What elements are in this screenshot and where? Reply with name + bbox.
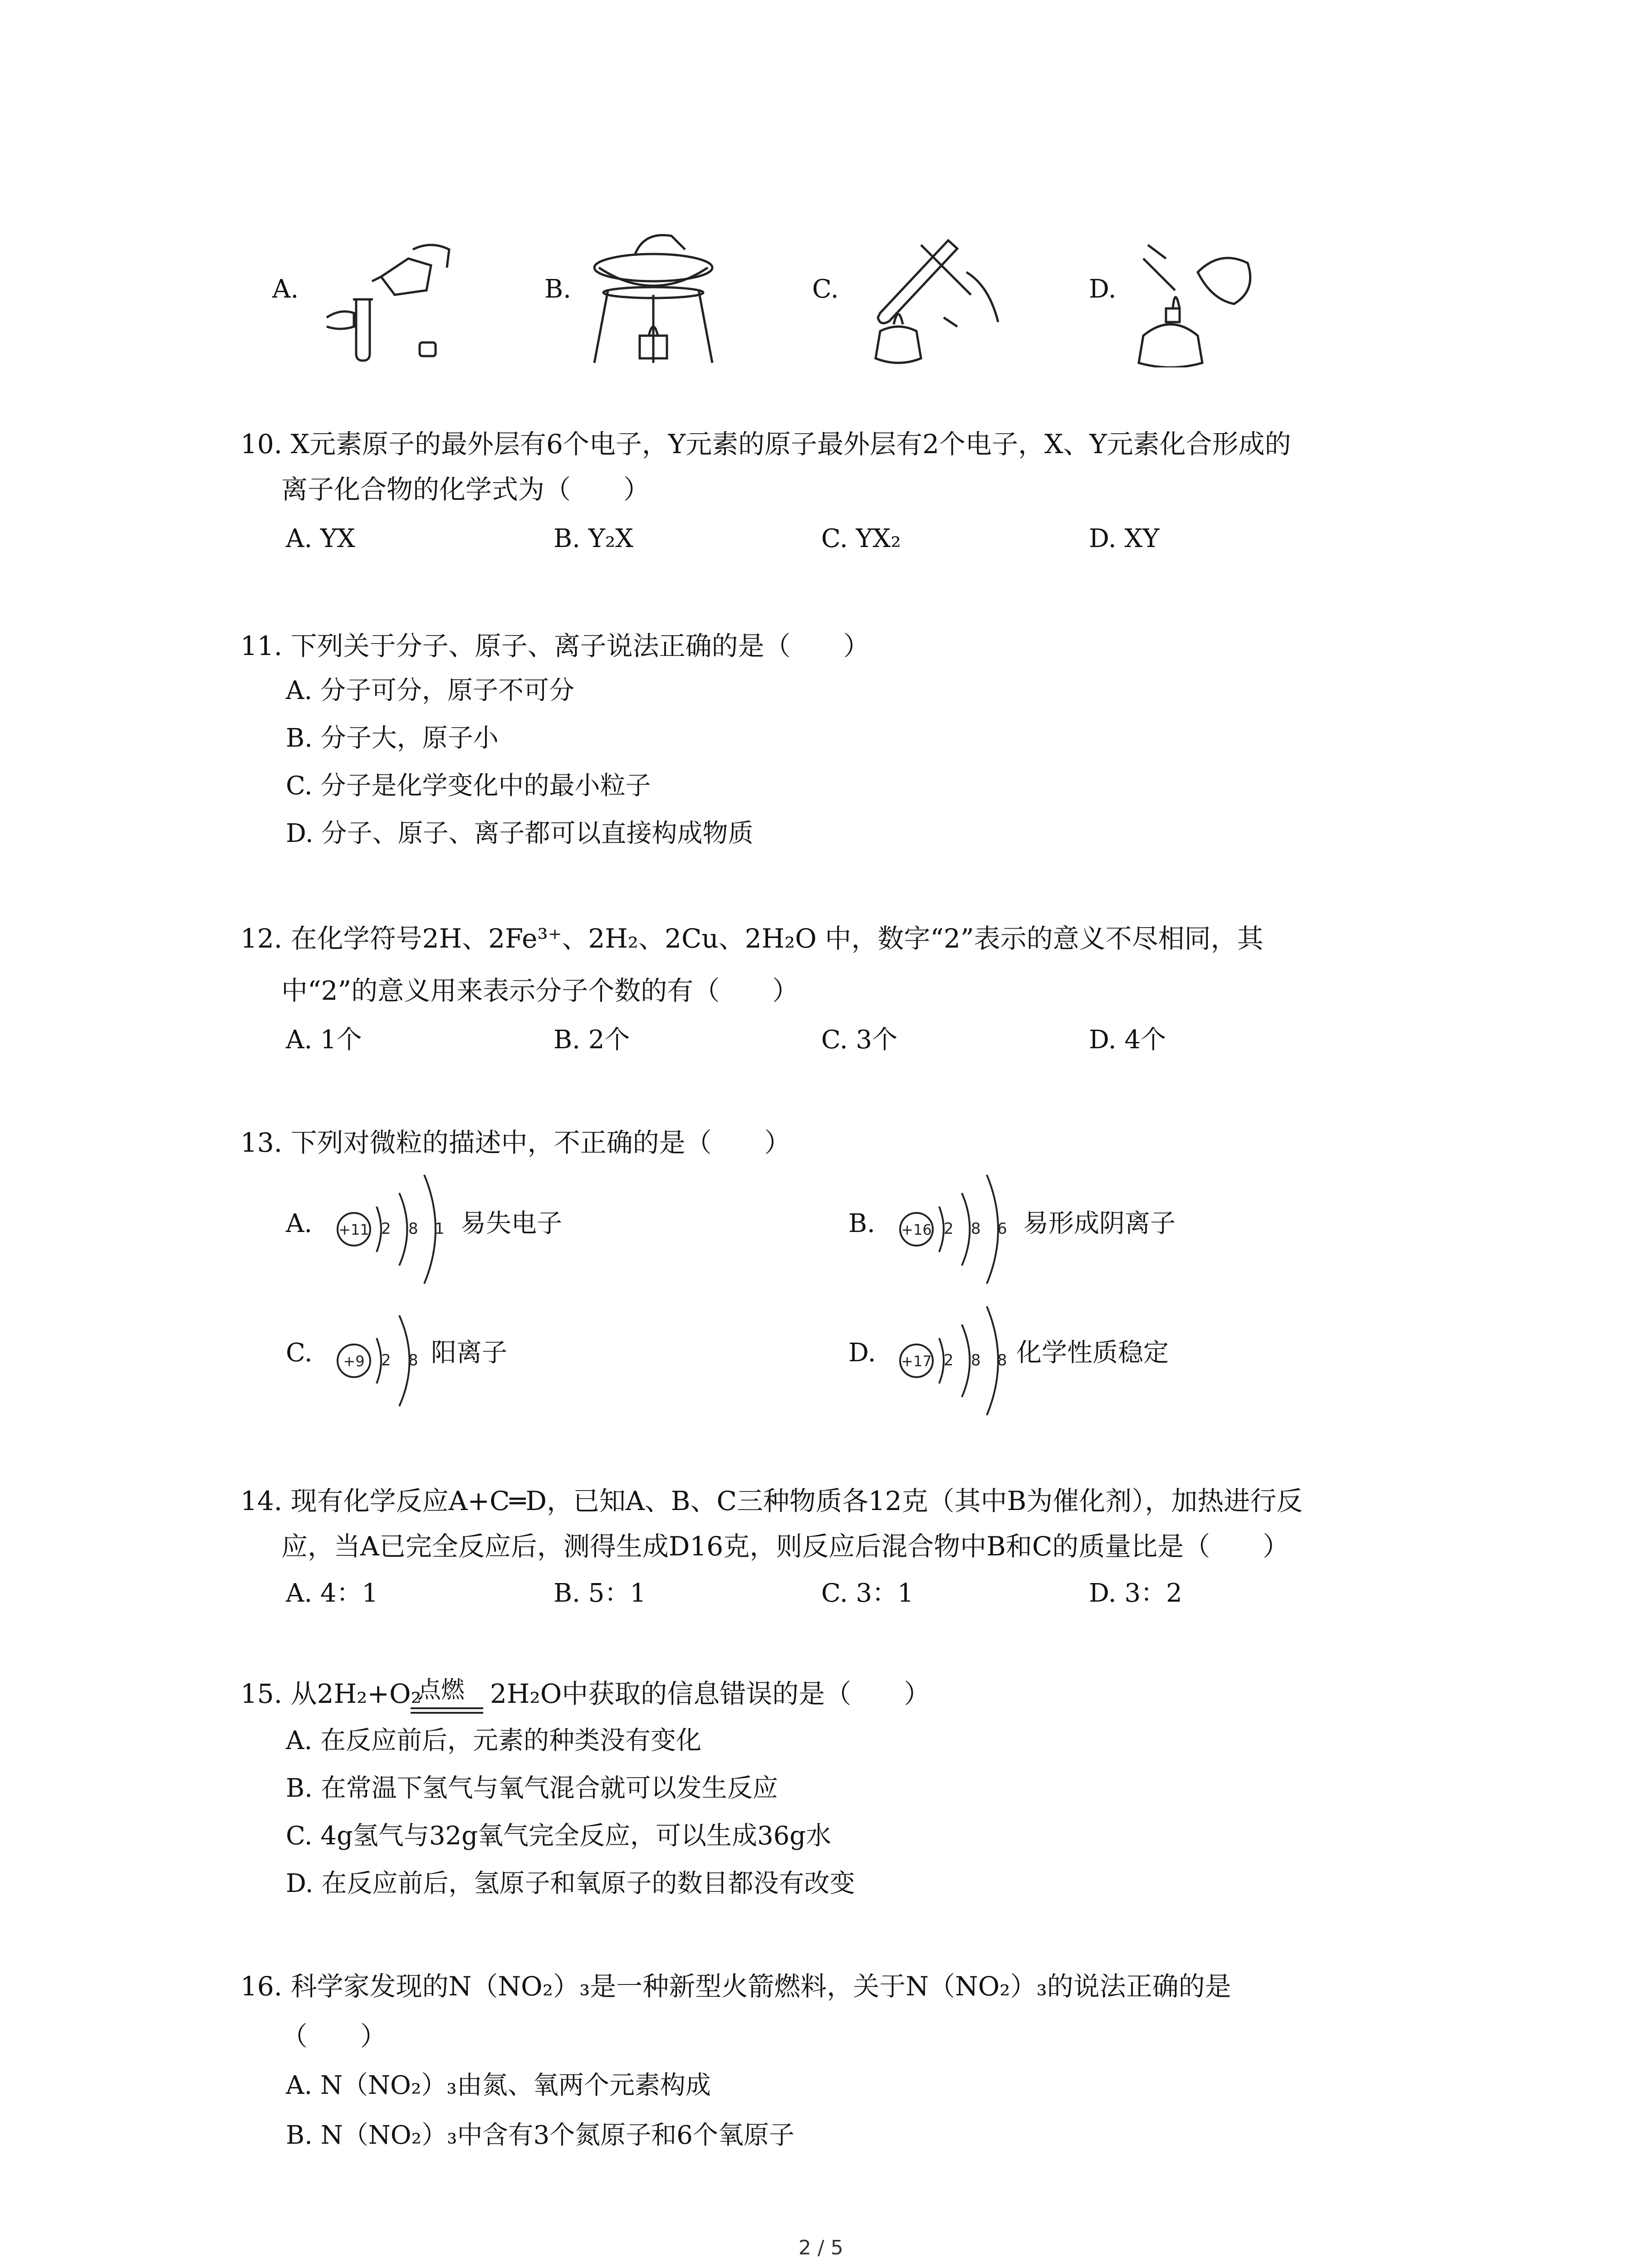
q13-option-a-desc: 易失电子: [460, 1209, 562, 1238]
q11-option-c: C. 分子是化学变化中的最小粒子: [286, 771, 651, 801]
q9-option-a-label: A.: [272, 274, 299, 304]
q11-option-d: D. 分子、原子、离子都可以直接构成物质: [286, 819, 754, 848]
q16-option-b: B. N（NO₂）₃中含有3个氮原子和6个氧原子: [286, 2121, 794, 2150]
atom-b-nucleus: +16: [901, 1221, 932, 1238]
q16-stem-line2: （ ）: [281, 2021, 387, 2052]
page-number: 2 / 5: [798, 2236, 843, 2259]
atom-d-shell-2: 8: [971, 1351, 981, 1369]
q16-option-a: A. N（NO₂）₃由氮、氧两个元素构成: [286, 2071, 711, 2100]
q9-option-c-label: C.: [812, 274, 839, 304]
atom-a-shell-2: 8: [408, 1220, 418, 1238]
q13-option-a-label: A.: [286, 1209, 313, 1238]
q11-option-b: B. 分子大，原子小: [286, 723, 499, 753]
q16-stem-line1: 16. 科学家发现的N（NO₂）₃是一种新型火箭燃料，关于N（NO₂）₃的说法正确的是: [240, 1971, 1231, 2002]
atom-b-shell-1: 2: [944, 1220, 954, 1238]
atom-a-nucleus: +11: [338, 1221, 369, 1238]
q14-option-d: D. 3：2: [1089, 1579, 1182, 1608]
atom-c-shell-2: 8: [408, 1351, 418, 1369]
atom-structure-diagram-c: [331, 1297, 436, 1424]
atom-structure-diagram-b: [894, 1166, 1025, 1293]
q10-option-c: C. YX₂: [821, 524, 901, 553]
evaporating-dish-icon: [581, 218, 726, 372]
q14-stem-line1: 14. 现有化学反应A+C═D，已知A、B、C三种物质各12克（其中B为催化剂），加热进行反: [240, 1486, 1303, 1516]
q14-option-a: A. 4：1: [286, 1579, 378, 1608]
q13-option-d-label: D.: [848, 1338, 876, 1368]
q15-option-a: A. 在反应前后，元素的种类没有变化: [286, 1726, 702, 1755]
q15-equals-line-top: [411, 1707, 483, 1709]
q10-option-d: D. XY: [1089, 524, 1160, 553]
q12-option-d: D. 4个: [1089, 1025, 1166, 1055]
q13-option-c-desc: 阳离子: [431, 1338, 507, 1368]
q15-option-d: D. 在反应前后，氢原子和氧原子的数目都没有改变: [286, 1869, 855, 1898]
q15-reaction-condition: [411, 1674, 483, 1719]
q11-stem: 11. 下列关于分子、原子、离子说法正确的是（ ）: [240, 631, 870, 661]
atom-b-shell-3: 6: [997, 1220, 1007, 1238]
q12-stem-line1: 12. 在化学符号2H、2Fe³⁺、2H₂、2Cu、2H₂O 中，数字“2”表示的意义不尽相同，其: [240, 923, 1264, 954]
q15-equals-line-bottom: [411, 1712, 483, 1714]
atom-d-shell-3: 8: [997, 1351, 1007, 1369]
atom-b-shell-2: 8: [971, 1220, 981, 1238]
q15-stem-suffix: 2H₂O中获取的信息错误的是（ ）: [490, 1678, 931, 1709]
q14-stem-line2: 应，当A已完全反应后，测得生成D16克，则反应后混合物中B和C的质量比是（ ）: [281, 1531, 1289, 1562]
q15-condition-text: 点燃: [417, 1677, 465, 1704]
q15-stem-prefix: 15. 从2H₂+O₂: [240, 1678, 421, 1709]
q13-option-b-desc: 易形成阴离子: [1023, 1209, 1176, 1238]
q10-stem-line1: 10. X元素原子的最外层有6个电子，Y元素的原子最外层有2个电子，X、Y元素化合形成的: [240, 429, 1291, 459]
atom-c-nucleus: +9: [343, 1353, 365, 1370]
q14-option-c: C. 3：1: [821, 1579, 914, 1608]
q13-option-c-label: C.: [286, 1338, 313, 1368]
q10-stem-line2: 离子化合物的化学式为（ ）: [281, 474, 650, 505]
atom-d-nucleus: +17: [901, 1353, 932, 1370]
q10-option-b: B. Y₂X: [554, 524, 634, 553]
q13-option-d-desc: 化学性质稳定: [1016, 1338, 1169, 1368]
atom-structure-diagram-d: [894, 1297, 1025, 1424]
q10-option-a: A. YX: [286, 524, 355, 553]
q15-option-b: B. 在常温下氢气与氧气混合就可以发生反应: [286, 1774, 778, 1803]
atom-a-shell-1: 2: [381, 1220, 391, 1238]
q11-option-a: A. 分子可分，原子不可分: [286, 676, 575, 705]
q14-option-b: B. 5：1: [554, 1579, 647, 1608]
q12-stem-line2: 中“2”的意义用来表示分子个数的有（ ）: [281, 975, 799, 1006]
atom-structure-diagram-a: [331, 1166, 463, 1293]
q12-option-b: B. 2个: [554, 1025, 630, 1055]
q12-option-a: A. 1个: [286, 1025, 362, 1055]
atom-c-shell-1: 2: [381, 1351, 391, 1369]
q13-stem: 13. 下列对微粒的描述中，不正确的是（ ）: [240, 1127, 791, 1158]
q12-option-c: C. 3个: [821, 1025, 898, 1055]
q9-option-b-label: B.: [544, 274, 571, 304]
q13-option-b-label: B.: [848, 1209, 875, 1238]
q9-option-d-label: D.: [1089, 274, 1117, 304]
atom-a-shell-3: 1: [435, 1220, 445, 1238]
alcohol-lamp-icon: [1130, 231, 1266, 367]
q15-option-c: C. 4g氢气与32g氧气完全反应，可以生成36g水: [286, 1821, 832, 1851]
test-tube-heating-icon: [853, 227, 1007, 372]
liquid-pouring-icon: [318, 222, 454, 367]
atom-d-shell-1: 2: [944, 1351, 954, 1369]
